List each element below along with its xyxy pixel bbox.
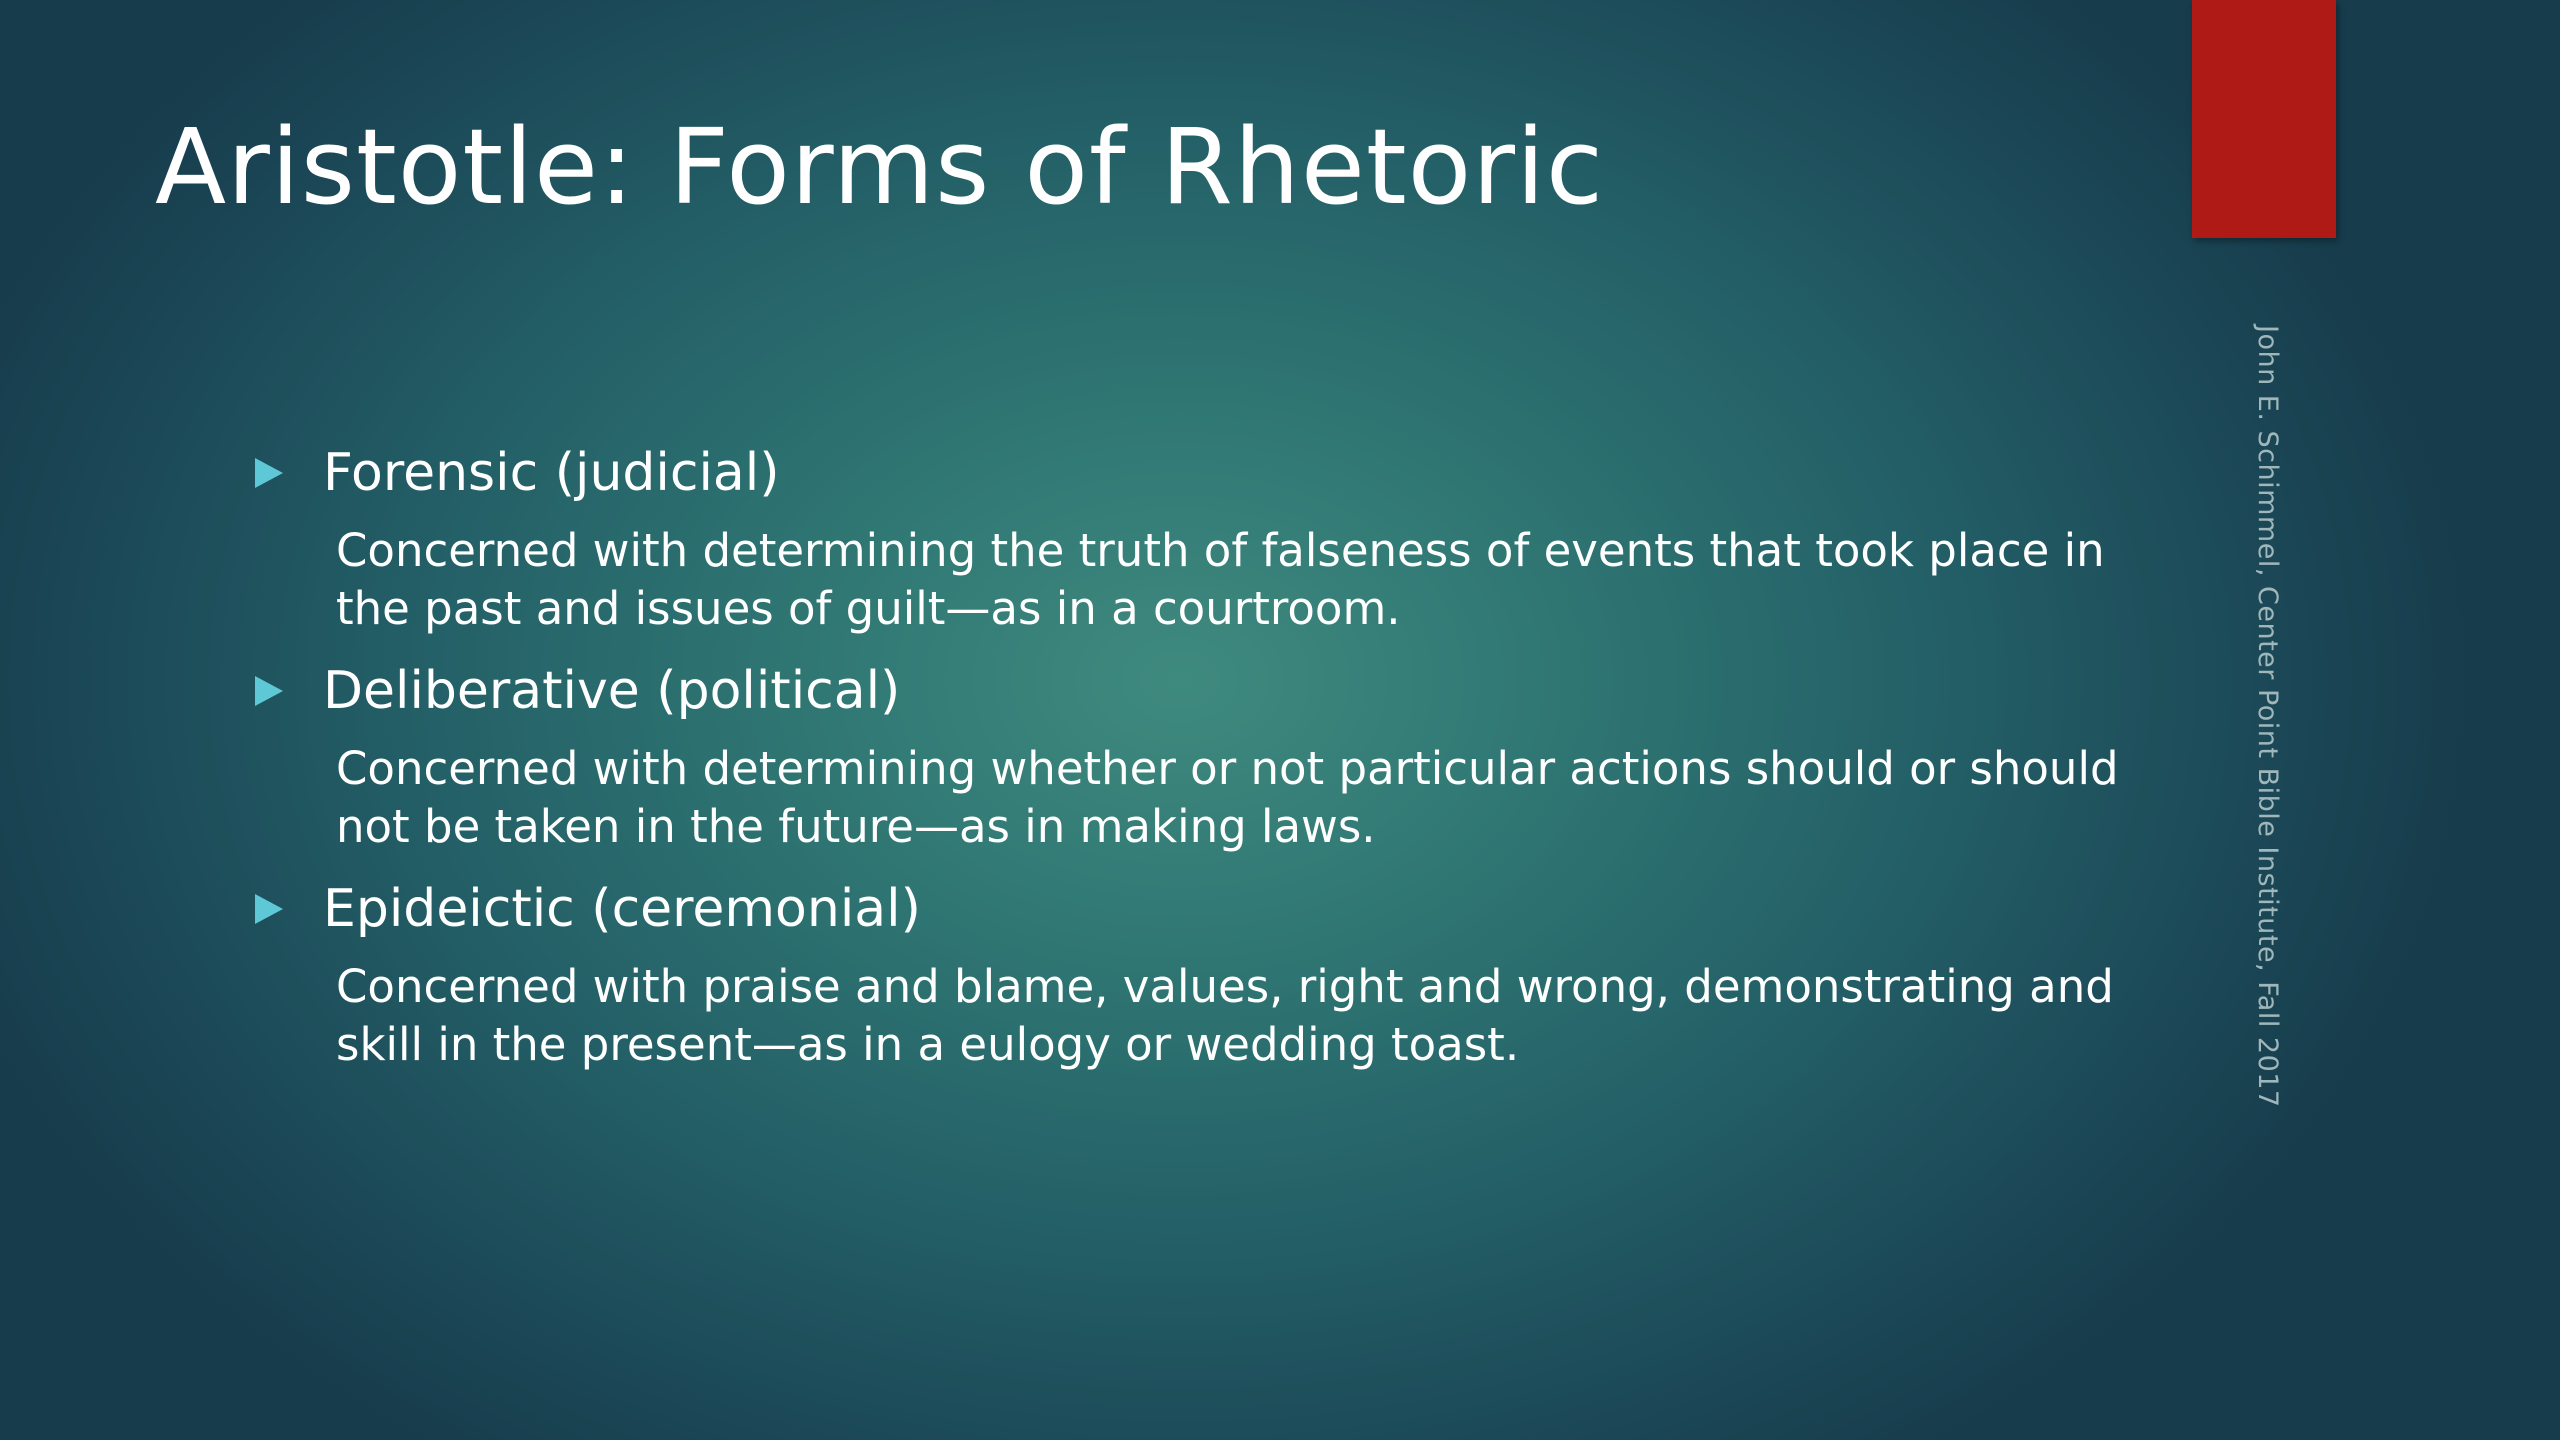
bullet-description: Concerned with praise and blame, values, right and wrong, demonstrating and skill in the present—as in a eulogy or wedding toast. — [336, 960, 2114, 1071]
bullet-item-forensic — [250, 438, 2110, 638]
bullet-item-epideictic — [250, 874, 2114, 1074]
accent-bar — [2192, 0, 2336, 238]
bullet-description: Concerned with determining the truth of falseness of events that took place in the past and issues of guilt—as in a courtroom. — [336, 524, 2105, 635]
side-credit-text: John E. Schimmel, Center Point Bible Institute, Fall 2017 — [2252, 325, 2283, 1108]
bullet-arrow-icon — [255, 676, 283, 706]
bullet-arrow-icon — [255, 894, 283, 924]
slide-title: Aristotle: Forms of Rhetoric — [155, 106, 1605, 228]
bullet-list — [250, 438, 2119, 1074]
bullet-arrow-icon — [255, 458, 283, 488]
bullet-label: Deliberative (political) — [323, 661, 901, 721]
bullet-label: Forensic (judicial) — [323, 443, 780, 503]
bullet-label: Epideictic (ceremonial) — [323, 879, 921, 939]
bullet-description: Concerned with determining whether or not particular actions should or should not be taken in the future—as in making laws. — [336, 742, 2119, 853]
bullet-item-deliberative — [250, 656, 2119, 856]
